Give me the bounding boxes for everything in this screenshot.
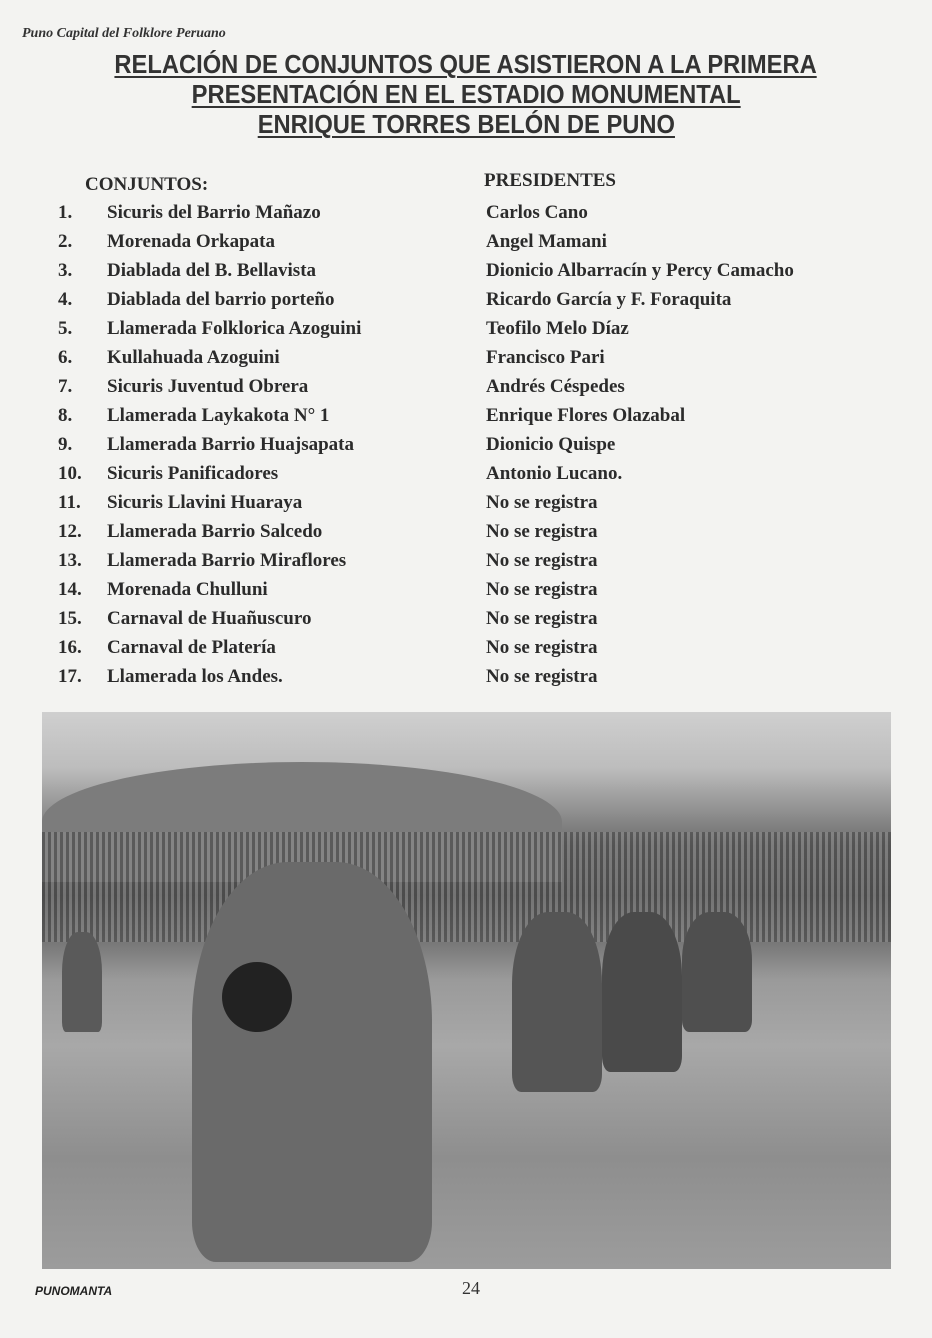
ensemble-name: Llamerada Barrio Huajsapata: [107, 434, 354, 455]
president-name: No se registra: [486, 579, 598, 600]
ensemble-name: Sicuris Juventud Obrera: [107, 376, 309, 397]
ensemble-name: Llamerada Barrio Miraflores: [107, 550, 347, 571]
item-number: 15.: [58, 608, 82, 629]
photo-dancer: [512, 912, 602, 1092]
president-name: No se registra: [486, 521, 598, 542]
ensemble-name: Llamerada Laykakota N° 1: [107, 405, 330, 426]
ensemble-name: Diablada del B. Bellavista: [107, 260, 317, 281]
president-name: Dionicio Albarracín y Percy Camacho: [486, 260, 794, 281]
president-name: Antonio Lucano.: [486, 463, 623, 484]
president-name: No se registra: [486, 637, 598, 658]
item-number: 17.: [58, 666, 82, 687]
item-number: 13.: [58, 550, 82, 571]
ensemble-name: Morenada Orkapata: [107, 231, 276, 252]
title-line: RELACIÓN DE CONJUNTOS QUE ASISTIERON A LA PRIMERA: [114, 51, 818, 79]
item-number: 8.: [58, 405, 73, 426]
page-number: 24: [462, 1278, 480, 1298]
item-number: 11.: [58, 492, 81, 513]
list-item: [0, 202, 932, 231]
item-number: 2.: [58, 231, 73, 252]
list-item: [0, 579, 932, 608]
item-number: 1.: [58, 202, 73, 223]
list-item: [0, 405, 932, 434]
president-name: Teofilo Melo Díaz: [486, 318, 629, 339]
list-item: [0, 347, 932, 376]
president-name: Francisco Pari: [486, 347, 605, 368]
president-name: Enrique Flores Olazabal: [486, 405, 686, 426]
list-item: [0, 637, 932, 666]
item-number: 14.: [58, 579, 82, 600]
item-number: 7.: [58, 376, 73, 397]
list-item: [0, 521, 932, 550]
photo-dancer: [192, 862, 432, 1262]
photo-dancer: [682, 912, 752, 1032]
ensemble-name: Morenada Chulluni: [107, 579, 268, 600]
ensemble-name: Kullahuada Azoguini: [107, 347, 280, 368]
list-item: [0, 434, 932, 463]
president-name: No se registra: [486, 550, 598, 571]
ensemble-name: Llamerada los Andes.: [107, 666, 283, 687]
dance-photograph: [42, 712, 891, 1269]
list-item: [0, 260, 932, 289]
president-name: Andrés Céspedes: [486, 376, 625, 397]
running-header: Puno Capital del Folklore Peruano: [22, 26, 226, 41]
president-name: No se registra: [486, 608, 598, 629]
item-number: 4.: [58, 289, 73, 310]
ensemble-name: Sicuris Panificadores: [107, 463, 279, 484]
ensemble-name: Sicuris Llavini Huaraya: [107, 492, 303, 513]
item-number: 5.: [58, 318, 73, 339]
ensemble-name: Diablada del barrio porteño: [107, 289, 335, 310]
list-item: [0, 318, 932, 347]
photo-crowd: [42, 832, 891, 942]
president-name: Ricardo García y F. Foraquita: [486, 289, 732, 310]
ensemble-name: Carnaval de Platería: [107, 637, 276, 658]
publication-name: PUNOMANTA: [35, 1284, 113, 1298]
president-name: Carlos Cano: [486, 202, 588, 223]
list-item: [0, 492, 932, 521]
list-item: [0, 550, 932, 579]
ensemble-name: Llamerada Barrio Salcedo: [107, 521, 323, 542]
photo-mask: [222, 962, 292, 1032]
president-name: No se registra: [486, 492, 598, 513]
photo-dancer: [602, 912, 682, 1072]
item-number: 6.: [58, 347, 73, 368]
item-number: 9.: [58, 434, 73, 455]
ensemble-name: Sicuris del Barrio Mañazo: [107, 202, 321, 223]
ensemble-name: Carnaval de Huañuscuro: [107, 608, 312, 629]
item-number: 16.: [58, 637, 82, 658]
list-item: [0, 666, 932, 695]
photo-dancer: [62, 932, 102, 1032]
list-item: [0, 376, 932, 405]
list-item: [0, 231, 932, 260]
column-header-presidentes: PRESIDENTES: [484, 170, 616, 191]
president-name: Angel Mamani: [486, 231, 607, 252]
list-item: [0, 463, 932, 492]
column-header-conjuntos: CONJUNTOS:: [85, 174, 209, 195]
list-item: [0, 289, 932, 318]
item-number: 10.: [58, 463, 82, 484]
page-title: [0, 50, 932, 140]
item-number: 3.: [58, 260, 73, 281]
list-item: [0, 608, 932, 637]
president-name: Dionicio Quispe: [486, 434, 616, 455]
title-line: PRESENTACIÓN EN EL ESTADIO MONUMENTAL: [191, 81, 741, 109]
ensemble-name: Llamerada Folklorica Azoguini: [107, 318, 362, 339]
item-number: 12.: [58, 521, 82, 542]
title-line: ENRIQUE TORRES BELÓN DE PUNO: [257, 111, 675, 139]
president-name: No se registra: [486, 666, 598, 687]
